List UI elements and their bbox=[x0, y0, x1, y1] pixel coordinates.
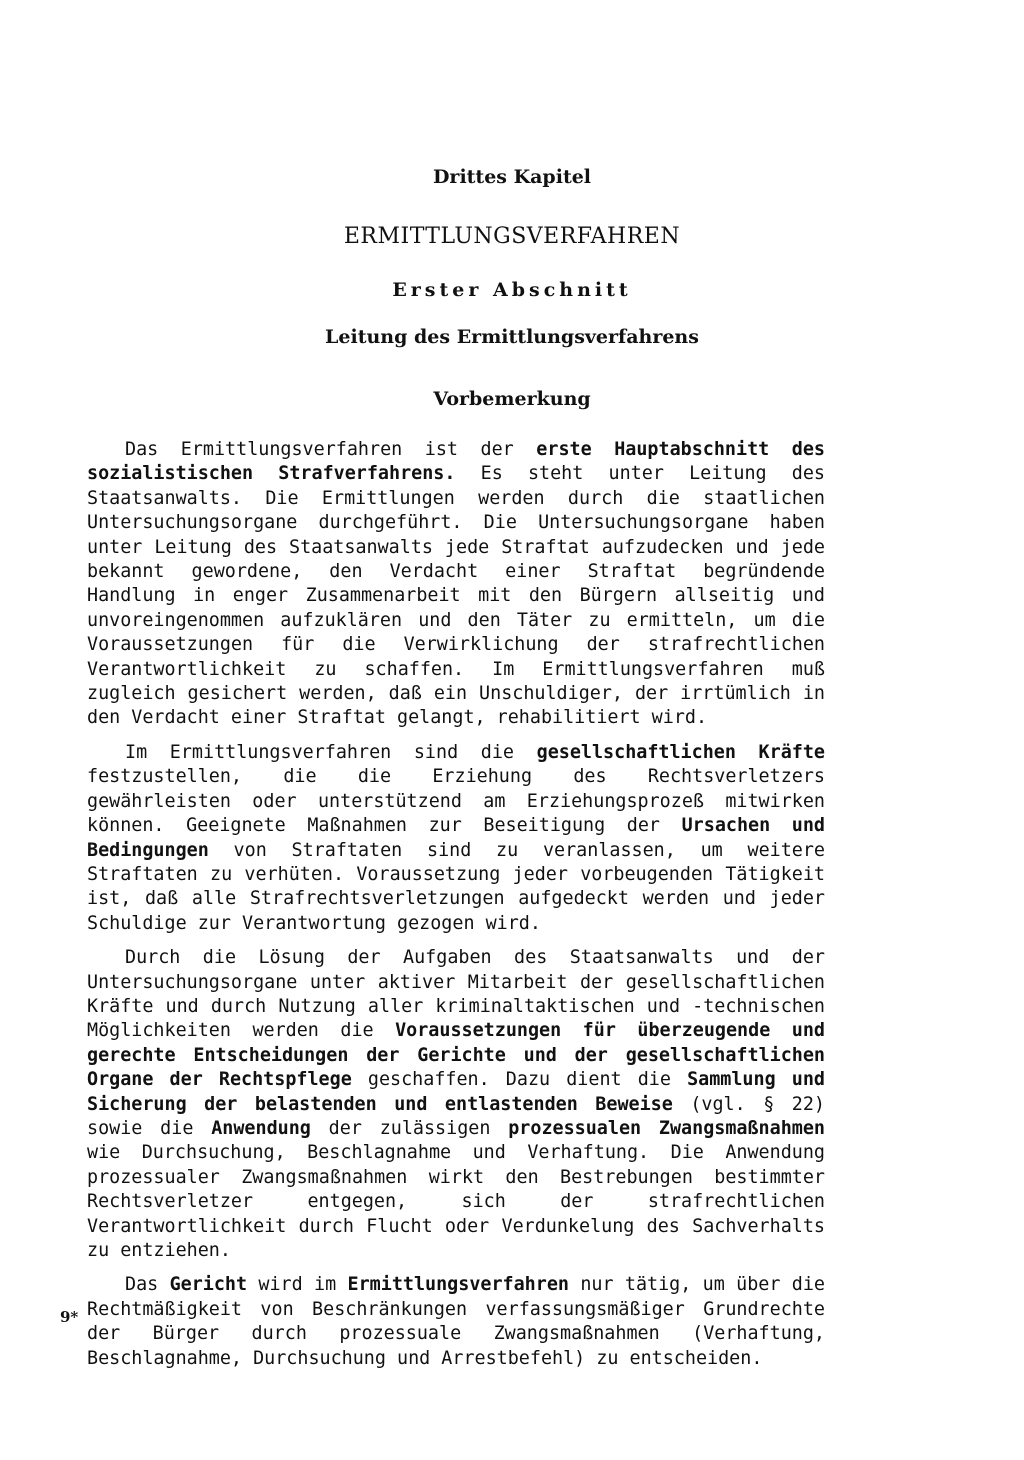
emphasis-text: Ermittlungsverfahren bbox=[347, 1274, 569, 1296]
paragraph-text: (vgl. § 22) sowie die bbox=[87, 1093, 825, 1139]
paragraph-text: Im Ermittlungsverfahren sind die bbox=[125, 741, 537, 763]
paragraph-4 bbox=[87, 1273, 825, 1371]
emphasis-text: Anwendung bbox=[211, 1117, 311, 1139]
section-title: Leitung des Ermittlungsverfahrens bbox=[325, 326, 699, 348]
section-heading: Erster Abschnitt bbox=[392, 279, 632, 301]
paragraph-text: festzustellen, die die Erziehung des Rechtsverletzers gewährleisten oder unterstützend am Erziehungsprozeß mitwirken können. Geeignete Maßnahmen zur Beseitigung der bbox=[87, 766, 825, 837]
chapter-title: ERMITTLUNGSVERFAHREN bbox=[343, 224, 681, 249]
paragraph-text: Das Ermittlungsverfahren ist der bbox=[125, 439, 537, 460]
paragraph-text: Durch die Lösung der Aufgaben des Staatsanwalts und der Untersuchungsorgane unter aktiver Mitarbeit der gesellschaftlichen Kräfte und durch Nutzung aller kriminaltaktischen und -technischen Möglichkeiten werden die bbox=[87, 947, 825, 1042]
paragraph-1 bbox=[87, 438, 825, 731]
emphasis-text: erste Hauptabschnitt des sozialistischen Strafverfahrens. bbox=[87, 439, 825, 485]
emphasis-text: prozessualen Zwangsmaßnahmen bbox=[508, 1117, 825, 1139]
paragraph-text: wie Durchsuchung, Beschlagnahme und Verhaftung. Die Anwendung prozessualer Zwangsmaßnahmen wirkt den Bestrebungen bestimmter Rechtsverletzer entgegen, sich der strafrechtlichen Verantwortlichkeit durch Flucht oder Verdunkelung des Sachverhalts zu entziehen. bbox=[87, 1142, 825, 1261]
paragraph-text: der zulässigen bbox=[310, 1117, 509, 1139]
paragraph-text: nur tätig, um über die Rechtmäßigkeit von Beschränkungen verfassungsmäßiger Grundrechte der Bürger durch prozessuale Zwangsmaßnahmen (Verhaftung, Beschlagnahme, Durchsuchung und Arrestbefehl) zu entscheiden. bbox=[87, 1274, 825, 1369]
emphasis-text: gesellschaftlichen Kräfte bbox=[536, 741, 825, 763]
paragraph-text: von Straftaten sind zu veranlassen, um weitere Straftaten zu verhüten. Voraussetzung jeder vorbeugenden Tätigkeit ist, daß alle Strafrechtsverletzungen aufgedeckt werden und jeder Schuldige zur Verantwortung gezogen wird. bbox=[87, 839, 825, 934]
paragraph-text: Das bbox=[125, 1274, 170, 1296]
paragraph-text: geschaffen. Dazu dient die bbox=[351, 1069, 688, 1091]
paragraph-text: Es steht unter Leitung des Staatsanwalts. Die Ermittlungen werden durch die staatlichen Untersuchungsorgane durchgeführt. Die Untersuchungsorgane haben unter Leitung des Staatsanwalts jede Straftat aufzudecken und jede bekannt gewordene, den Verdacht einer Straftat begründende Handlung in enger Zusammenarbeit mit den Bürgern allseitig und unvoreingenommen aufzuklären und den Täter zu ermitteln, um die Voraussetzungen für die Verwirklichung der strafrechtlichen Verantwortlichkeit zu schaffen. Im Ermittlungsverfahren muß zugleich gesichert werden, daß ein Unschuldiger, der irrtümlich in den Verdacht einer Straftat gelangt, rehabilitiert wird. bbox=[87, 463, 825, 729]
body-text bbox=[87, 438, 825, 1371]
emphasis-text: Ursachen und Bedingungen bbox=[87, 815, 825, 861]
preface-heading: Vorbemerkung bbox=[433, 388, 591, 410]
paragraph-2 bbox=[87, 741, 825, 936]
emphasis-text: Gericht bbox=[169, 1274, 248, 1296]
paragraph-text: wird im bbox=[247, 1274, 348, 1296]
emphasis-text: Sammlung und Sicherung der belastenden und entlastenden Beweise bbox=[87, 1069, 825, 1115]
page-number: 9* bbox=[60, 1308, 79, 1326]
paragraph-3 bbox=[87, 946, 825, 1263]
emphasis-text: Voraussetzungen für überzeugende und gerechte Entscheidungen der Gerichte und der gesellschaftlichen Organe der Rechtspflege bbox=[87, 1020, 825, 1091]
chapter-heading: Drittes Kapitel bbox=[432, 166, 592, 188]
